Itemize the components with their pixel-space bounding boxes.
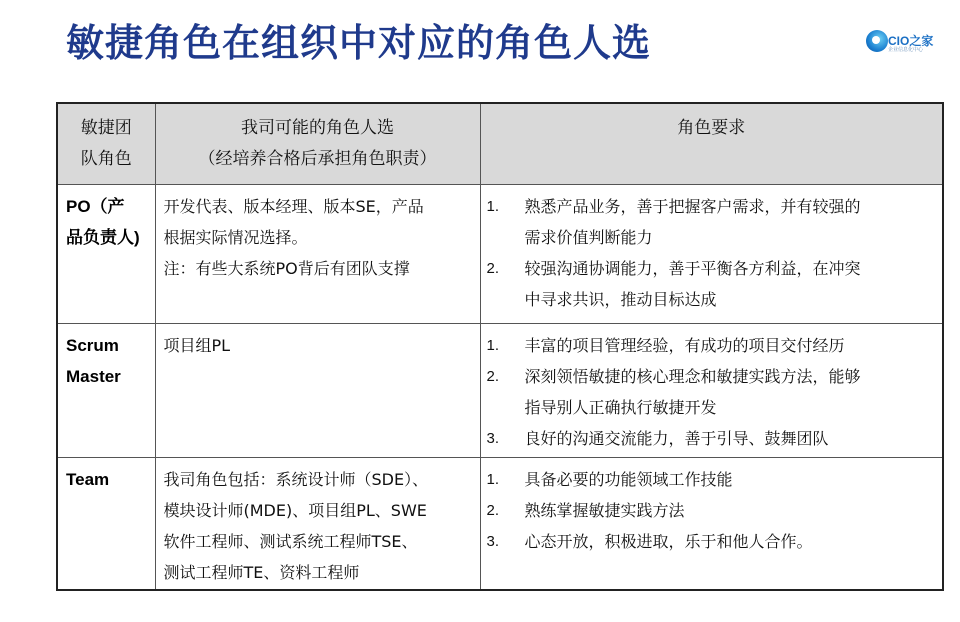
header-candidate-line: （经培养合格后承担角色职责）: [198, 149, 437, 169]
requirement-line: 良好的沟通交流能力，善于引导、鼓舞团队: [524, 428, 829, 448]
requirement-line: 丰富的项目管理经验，有成功的项目交付经历: [524, 335, 845, 355]
candidate-cell: [155, 323, 480, 457]
table-row: [57, 323, 943, 457]
requirement-number: 1.: [486, 197, 500, 215]
header-role-line: 队角色: [80, 149, 132, 169]
requirement-line: 熟练掌握敏捷实践方法: [524, 500, 685, 520]
requirement-item: [487, 330, 937, 361]
requirement-item: [487, 423, 937, 454]
header-requirement-line: 角色要求: [677, 118, 746, 138]
requirement-item: [487, 253, 937, 315]
role-line: Scrum: [66, 335, 119, 355]
header-requirement: [480, 103, 943, 184]
requirement-item: [487, 526, 937, 557]
requirement-line: 需求价值判断能力: [524, 227, 653, 247]
requirement-item: [487, 495, 937, 526]
cio-home-logo-icon: [866, 30, 888, 52]
requirement-item: [487, 191, 937, 253]
candidate-line: 开发代表、版本经理、版本SE，产品: [163, 196, 424, 216]
requirement-number: 3.: [486, 532, 500, 550]
role-line: Master: [66, 366, 121, 386]
role-cell: [57, 184, 155, 323]
header-row: [57, 103, 943, 184]
requirement-line: 具备必要的功能领域工作技能: [524, 469, 733, 489]
logo-text: CIO之家: [888, 34, 934, 48]
requirement-number: 1.: [486, 336, 500, 354]
header-candidate-line: 我司可能的角色人选: [241, 118, 394, 138]
requirement-cell: [480, 184, 943, 323]
requirement-line: 指导别人正确执行敏捷开发: [524, 397, 717, 417]
candidate-line: 注：有些大系统PO背后有团队支撑: [163, 258, 410, 278]
candidate-line: 我司角色包括：系统设计师（SDE）、: [163, 469, 429, 489]
requirement-number: 1.: [486, 470, 500, 488]
requirement-cell: [480, 457, 943, 590]
candidate-line: 模块设计师(MDE)、项目组PL、SWE: [163, 500, 427, 520]
candidate-line: 项目组PL: [163, 335, 231, 355]
candidate-line: 软件工程师、测试系统工程师TSE、: [163, 531, 418, 551]
requirement-list: [487, 191, 937, 315]
requirement-item: [487, 464, 937, 495]
requirement-line: 心态开放，积极进取，乐于和他人合作。: [524, 531, 813, 551]
requirement-line: 中寻求共识，推动目标达成: [524, 289, 717, 309]
requirement-line: 熟悉产品业务，善于把握客户需求，并有较强的: [524, 196, 861, 216]
role-line: PO（产: [66, 196, 125, 216]
header-role-line: 敏捷团: [80, 118, 132, 138]
candidate-line: 测试工程师TE、资料工程师: [163, 562, 360, 582]
candidate-cell: [155, 457, 480, 590]
requirement-cell: [480, 323, 943, 457]
cio-home-logo: [866, 30, 938, 54]
agile-roles-table: [56, 102, 944, 591]
header-candidate: [155, 103, 480, 184]
table-row: [57, 457, 943, 590]
candidate-cell: [155, 184, 480, 323]
requirement-line: 较强沟通协调能力，善于平衡各方利益，在冲突: [524, 258, 861, 278]
role-cell: [57, 323, 155, 457]
page-title: 敏捷角色在组织中对应的角色人选: [66, 21, 652, 65]
role-line: Team: [66, 469, 110, 489]
role-cell: [57, 457, 155, 590]
header-role: [57, 103, 155, 184]
requirement-list: [487, 330, 937, 454]
requirement-number: 2.: [486, 367, 500, 385]
requirement-list: [487, 464, 937, 557]
requirement-number: 3.: [486, 429, 500, 447]
requirement-line: 深刻领悟敏捷的核心理念和敏捷实践方法，能够: [524, 366, 861, 386]
role-line: 品负责人): [66, 227, 140, 247]
requirement-item: [487, 361, 937, 423]
table-row: [57, 184, 943, 323]
requirement-number: 2.: [486, 501, 500, 519]
logo-subtext: 企业信息化中心: [888, 47, 924, 53]
candidate-line: 根据实际情况选择。: [163, 227, 308, 247]
requirement-number: 2.: [486, 259, 500, 277]
